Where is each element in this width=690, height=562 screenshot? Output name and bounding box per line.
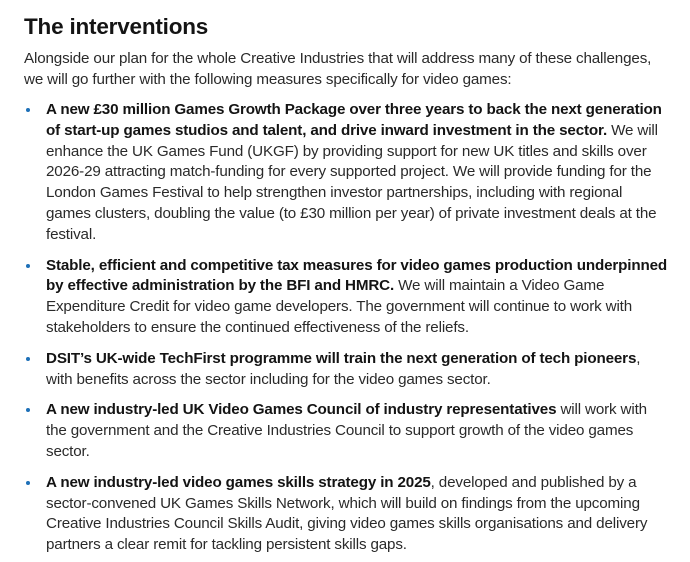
measure-title: DSIT’s UK-wide TechFirst programme will train the next generation of tech pioneers [46,349,637,367]
measure-description: , developed and published by a sector-convened UK Games Skills Network, which will build on findings from the upcoming Creative Industries Council Skills Audit, giving video games skills organisations and delivery partners a clear remit for tackling persistent skills gaps. [46,473,648,554]
list-item-skills-strategy [24,473,670,556]
measure-description: We will enhance the UK Games Fund (UKGF) by providing support for new UK titles and skills over 2026-29 attracting match-funding for every supported project. We will provide funding for the London Games Festival to help strengthen investor partnerships, including with regional games clusters, doubling the value (to £30 million per year) of private investment deals at the festival. [46,121,658,243]
intro-paragraph: Alongside our plan for the whole Creative Industries that will address many of these challenges, we will go further with the following measures specifically for video games: [24,50,652,88]
measure-title: Stable, efficient and competitive tax measures for video games production underpinned by effective administration by the BFI and HMRC. [46,256,668,295]
measure-title: A new industry-led UK Video Games Council of industry representatives [46,401,557,419]
bullet-icon [26,408,30,412]
list-item-techfirst [24,349,670,391]
section-heading: The interventions [24,14,209,39]
bullet-icon [26,357,30,361]
list-item-video-games-council [24,400,670,462]
bullet-icon [26,481,30,485]
list-item-tax-measures [24,256,670,339]
measure-description: , with benefits across the sector including for the video games sector. [46,349,641,388]
list-item-games-growth-package [24,100,670,246]
measure-description: We will maintain a Video Game Expenditure Credit for video game developers. The government will continue to work with stakeholders to ensure the continued effectiveness of the reliefs. [46,277,633,336]
bullet-icon [26,108,30,112]
measure-description: will work with the government and the Creative Industries Council to support growth of the video games sector. [46,401,647,460]
measure-title: A new industry-led video games skills strategy in 2025 [46,473,431,491]
bullet-icon [26,264,30,268]
measure-title: A new £30 million Games Growth Package over three years to back the next generation of start-up games studios and talent, and drive inward investment in the sector. [46,101,662,139]
measures-list [24,100,670,556]
